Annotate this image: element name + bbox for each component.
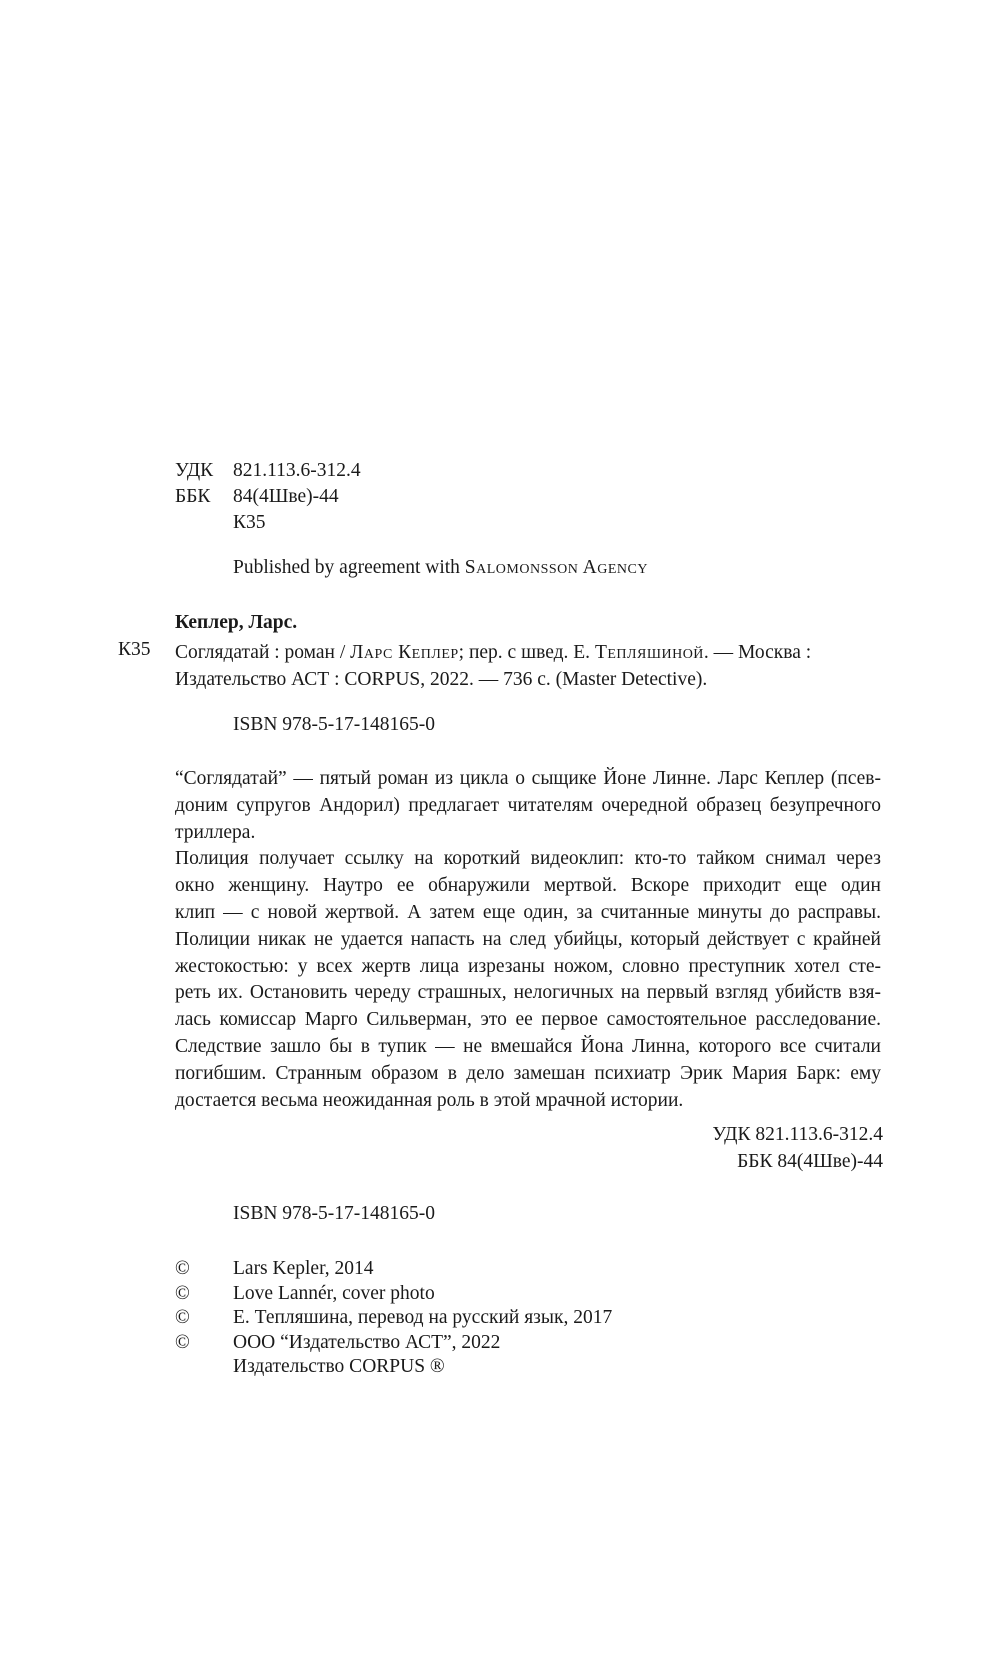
udk-bottom: УДК 821.113.6-312.4 bbox=[712, 1124, 883, 1145]
annotation-line: клип — с новой жертвой. А затем еще один, за считанные минуты до расправы. bbox=[175, 901, 881, 923]
annotation bbox=[175, 766, 881, 1114]
author-name: Ларс Кеплер bbox=[350, 642, 459, 663]
place-part: . — Москва : bbox=[703, 642, 812, 663]
copyright-text: ООО “Издательство АСТ”, 2022 bbox=[233, 1331, 501, 1353]
translator-name: Тепляшиной bbox=[594, 642, 704, 663]
udk-label: УДК bbox=[175, 460, 214, 481]
annotation-line: “Соглядатай” — пятый роман из цикла о сыщике Йоне Линне. Ларс Кеплер (псев- bbox=[175, 768, 881, 789]
bbk-row bbox=[175, 484, 361, 510]
agency-name: Salomonsson Agency bbox=[464, 557, 648, 578]
copyright-icon: © bbox=[175, 1331, 190, 1353]
copyright-text: Lars Kepler, 2014 bbox=[233, 1258, 374, 1279]
annotation-line: доним супругов Андорил) предлагает читателям очередной образец безупречного bbox=[175, 794, 881, 816]
annotation-line: триллера. bbox=[175, 821, 256, 843]
copyright-list bbox=[175, 1257, 612, 1380]
copyright-icon: © bbox=[175, 1307, 190, 1328]
copyright-icon: © bbox=[175, 1258, 190, 1279]
annotation-line: Следствие зашло бы в тупик — не вмешайся Йона Линна, которого все считали bbox=[175, 1035, 881, 1057]
author-heading: Кеплер, Ларс. bbox=[175, 612, 298, 633]
bibliographic-line-1 bbox=[175, 639, 811, 666]
bbk-label: ББК bbox=[175, 486, 211, 507]
annotation-line: жестокостью: у всех жертв лица изрезаны ножом, словно преступник хотел сте- bbox=[175, 955, 881, 977]
agreement-prefix: Published by agreement with bbox=[233, 557, 465, 578]
udk-value: 821.113.6-312.4 bbox=[233, 460, 361, 481]
copyright-row bbox=[175, 1306, 612, 1331]
bibliographic-description bbox=[175, 639, 811, 693]
copyright-text: Издательство CORPUS ® bbox=[233, 1356, 445, 1377]
publishing-agreement bbox=[233, 557, 648, 579]
annotation-line: лась комиссар Марго Сильверман, это ее первое самостоятельное расследование. bbox=[175, 1009, 881, 1031]
copyright-row bbox=[175, 1331, 612, 1356]
classification-bottom bbox=[650, 1121, 883, 1175]
annotation-line: Полиции никак не удается напасть на след убийцы, который действует с крайней bbox=[175, 928, 881, 950]
annotation-line: реть их. Остановить череду страшных, нелогичных на первый взгляд убийств взя- bbox=[175, 982, 881, 1004]
bibliographic-line-2: Издательство АСТ : CORPUS, 2022. — 736 с. (Master Detective). bbox=[175, 669, 708, 690]
copyright-row bbox=[175, 1282, 612, 1307]
isbn-top: ISBN 978-5-17-148165-0 bbox=[233, 714, 436, 735]
copyright-icon: © bbox=[175, 1282, 190, 1304]
copyright-text: Love Lannér, cover photo bbox=[233, 1282, 435, 1304]
bbk-value: 84(4Шве)-44 bbox=[233, 486, 339, 507]
annotation-line: погибшим. Странным образом в дело замешан психиатр Эрик Мария Барк: ему bbox=[175, 1062, 881, 1084]
annotation-line: Полиция получает ссылку на короткий видеоклип: кто-то тайком снимал через bbox=[175, 848, 881, 870]
udk-row bbox=[175, 458, 361, 484]
bibliographic-author-mark: К35 bbox=[118, 639, 151, 660]
translation-part: ; пер. с швед. Е. bbox=[458, 642, 595, 663]
copyright-row bbox=[175, 1257, 612, 1282]
bbk-bottom: ББК 84(4Шве)-44 bbox=[737, 1151, 883, 1172]
copyright-text: Е. Тепляшина, перевод на русский язык, 2017 bbox=[233, 1307, 613, 1328]
title-part: Соглядатай : роман / bbox=[175, 642, 351, 663]
author-mark: К35 bbox=[233, 512, 266, 533]
classification-block bbox=[175, 458, 361, 536]
annotation-line: окно женщину. Наутро ее обнаружили мертвой. Вскоре приходит еще один bbox=[175, 875, 881, 897]
copyright-row bbox=[175, 1355, 612, 1380]
isbn-bottom: ISBN 978-5-17-148165-0 bbox=[233, 1203, 436, 1224]
annotation-line: достается весьма неожиданная роль в этой мрачной истории. bbox=[175, 1089, 684, 1111]
